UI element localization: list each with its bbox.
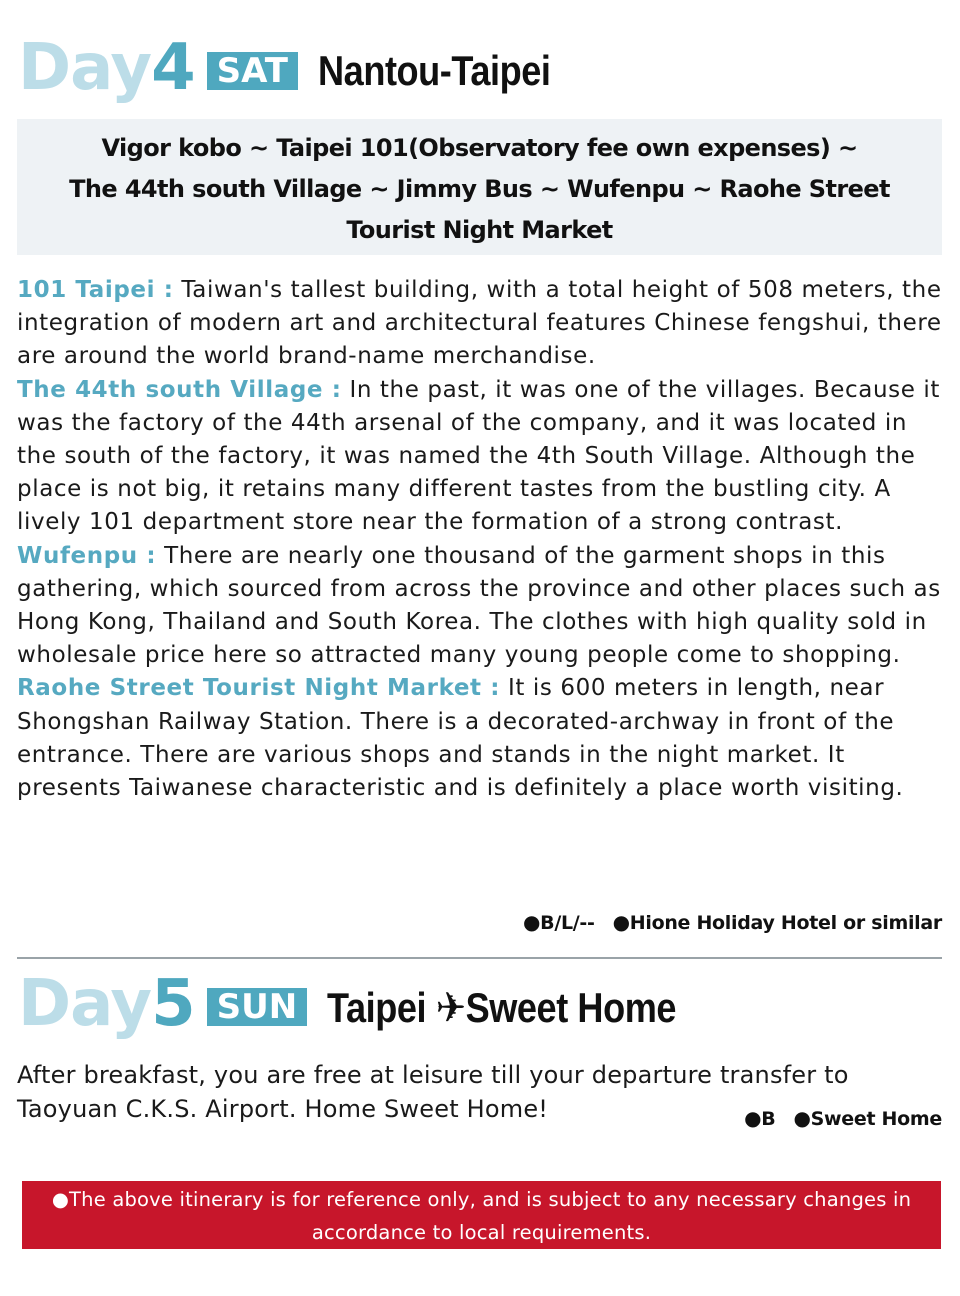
attraction-name: The 44th south Village : <box>17 376 342 403</box>
meals-value: B <box>761 1108 776 1130</box>
attraction-paragraph <box>17 672 947 805</box>
disclaimer-text: The above itinerary is for reference only, and is subject to any necessary changes in accordance to local requirements. <box>69 1188 912 1244</box>
day4-meals-hotel <box>523 910 942 934</box>
hotel-value: Sweet Home <box>810 1108 942 1130</box>
attraction-name: Raohe Street Tourist Night Market : <box>17 675 501 702</box>
attraction-description: In the past, it was one of the villages. Because it was the factory of the 44th arsenal of the company, and it was located in the south of the factory, it was named the 4th South Village. Although the place is not big, it retains many different tastes from the bustling city. A lively 101 department store near the formation of a strong contrast. <box>17 376 940 536</box>
attraction-description: There are nearly one thousand of the garment shops in this gathering, which sourced from across the province and other places such as Hong Kong, Thailand and South Korea. The clothes with high quality sold in wholesale price here so attracted many young people come to shopping. <box>17 542 941 669</box>
hotel-value: Hione Holiday Hotel or similar <box>629 912 942 934</box>
bullet-icon: ● <box>522 910 541 934</box>
day4-weekday-badge: SAT <box>207 52 298 90</box>
meals-value: B/L/-- <box>540 912 595 934</box>
day4-label: Day4 <box>18 31 195 105</box>
highlights-line: The 44th south Village ~ Jimmy Bus ~ Wufenpu ~ Raohe Street <box>69 175 890 203</box>
day4-route-title: Nantou-Taipei <box>317 47 551 94</box>
bullet-icon: ● <box>612 910 630 934</box>
day5-paragraph: After breakfast, you are free at leisure till your departure transfer to Taoyuan C.K.S. Airport. Home Sweet Home! <box>17 1061 849 1123</box>
bullet-icon: ● <box>51 1188 70 1211</box>
day5-header <box>18 967 733 1041</box>
highlights-line: Vigor kobo ~ Taipei 101(Observatory fee own expenses) ~ <box>101 134 858 162</box>
attraction-paragraph <box>17 274 947 374</box>
bullet-icon: ● <box>793 1106 811 1130</box>
day5-weekday-badge: SUN <box>207 988 308 1026</box>
day5-meals-hotel <box>744 1106 942 1130</box>
attraction-name: Wufenpu : <box>17 542 157 569</box>
day5-label: Day5 <box>18 967 195 1041</box>
bullet-icon: ● <box>744 1106 762 1130</box>
day4-attractions <box>17 274 947 805</box>
day5-route-title: Taipei ✈Sweet Home <box>327 983 677 1031</box>
day4-header <box>18 31 588 105</box>
section-divider <box>17 957 942 959</box>
attraction-description: Taiwan's tallest building, with a total height of 508 meters, the integration of modern art and architectural features Chinese fengshui, there are around the world brand-name merchandise. <box>17 277 942 370</box>
highlights-line: Tourist Night Market <box>346 216 613 244</box>
disclaimer-banner <box>22 1181 941 1249</box>
attraction-description: It is 600 meters in length, near Shongshan Railway Station. There is a decorated-archway in front of the entrance. There are various shops and stands in the night market. It presents Taiwanese characteristic and is definitely a place worth visiting. <box>17 675 904 802</box>
attraction-name: 101 Taipei : <box>17 277 174 303</box>
airplane-icon: ✈ <box>435 983 466 1031</box>
attraction-paragraph <box>17 374 947 540</box>
attraction-paragraph <box>17 540 947 673</box>
day4-highlights-box <box>17 119 942 255</box>
